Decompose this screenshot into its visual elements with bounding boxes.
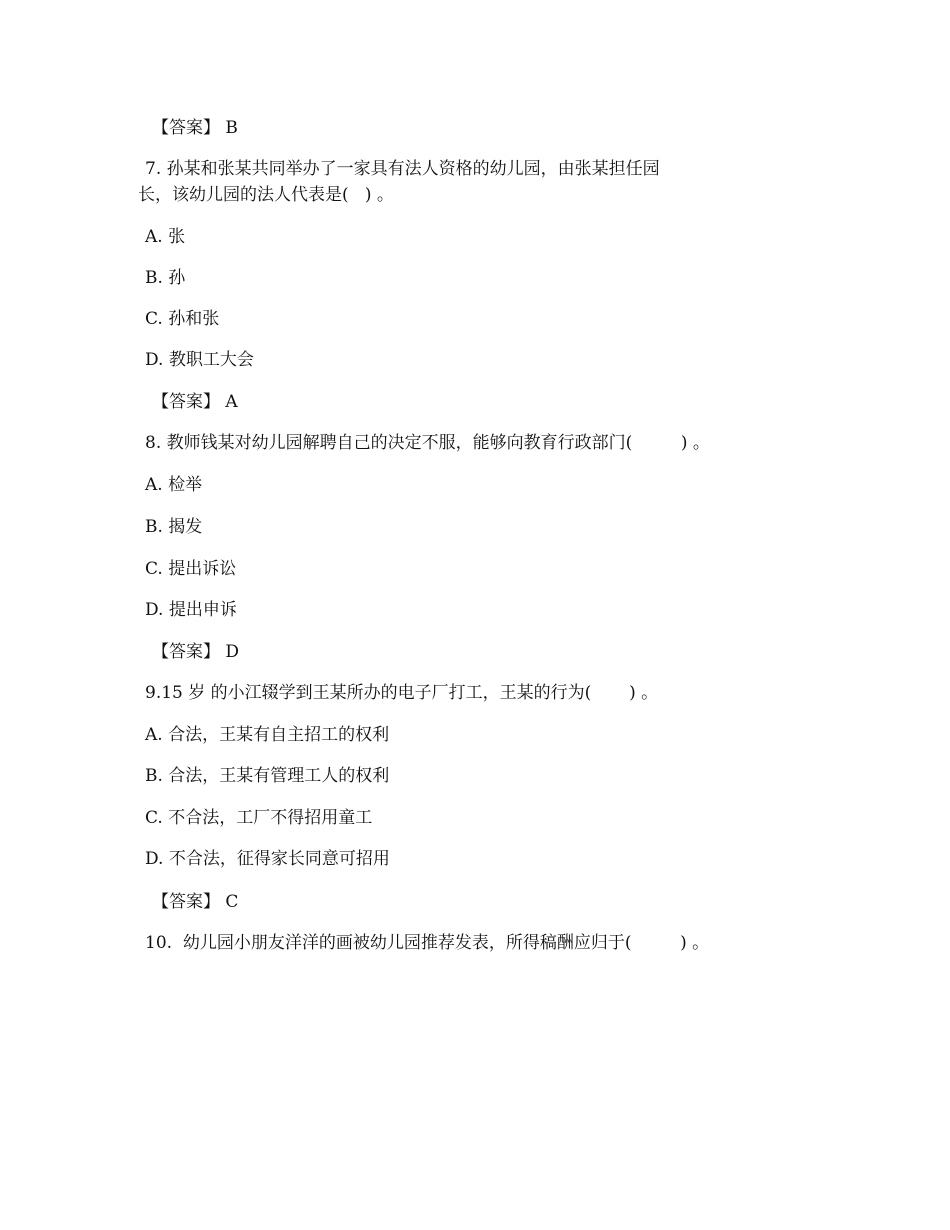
answer-line: 【答案】 C xyxy=(152,892,239,912)
question-8: 8. 教师钱某对幼儿园解聘自己的决定不服，能够向教育行政部门( ) 。 xyxy=(145,433,710,453)
option-b: B. 揭发 xyxy=(145,517,203,537)
question-9: 9.15 岁 的小江辍学到王某所办的电子厂打工，王某的行为( ) 。 xyxy=(145,683,659,703)
option-c: C. 不合法，工厂不得招用童工 xyxy=(145,808,373,828)
answer-line: 【答案】 B xyxy=(152,118,238,138)
answer-line: 【答案】 D xyxy=(152,642,240,662)
option-a: A. 张 xyxy=(145,227,186,247)
option-a: A. 合法，王某有自主招工的权利 xyxy=(145,725,390,745)
option-d: D. 教职工大会 xyxy=(145,350,254,370)
option-c: C. 孙和张 xyxy=(145,309,220,329)
option-c: C. 提出诉讼 xyxy=(145,559,237,579)
question-7-continued: 长，该幼儿园的法人代表是( ) 。 xyxy=(138,185,394,205)
question-10: 10. 幼儿园小朋友洋洋的画被幼儿园推荐发表，所得稿酬应归于( ) 。 xyxy=(145,933,710,953)
option-d: D. 不合法，征得家长同意可招用 xyxy=(145,849,390,869)
question-7: 7. 孙某和张某共同举办了一家具有法人资格的幼儿园，由张某担任园 xyxy=(145,159,660,179)
option-a: A. 检举 xyxy=(145,475,203,495)
option-b: B. 合法，王某有管理工人的权利 xyxy=(145,766,390,786)
option-d: D. 提出申诉 xyxy=(145,600,237,620)
answer-line: 【答案】 A xyxy=(152,392,238,412)
option-b: B. 孙 xyxy=(145,268,186,288)
